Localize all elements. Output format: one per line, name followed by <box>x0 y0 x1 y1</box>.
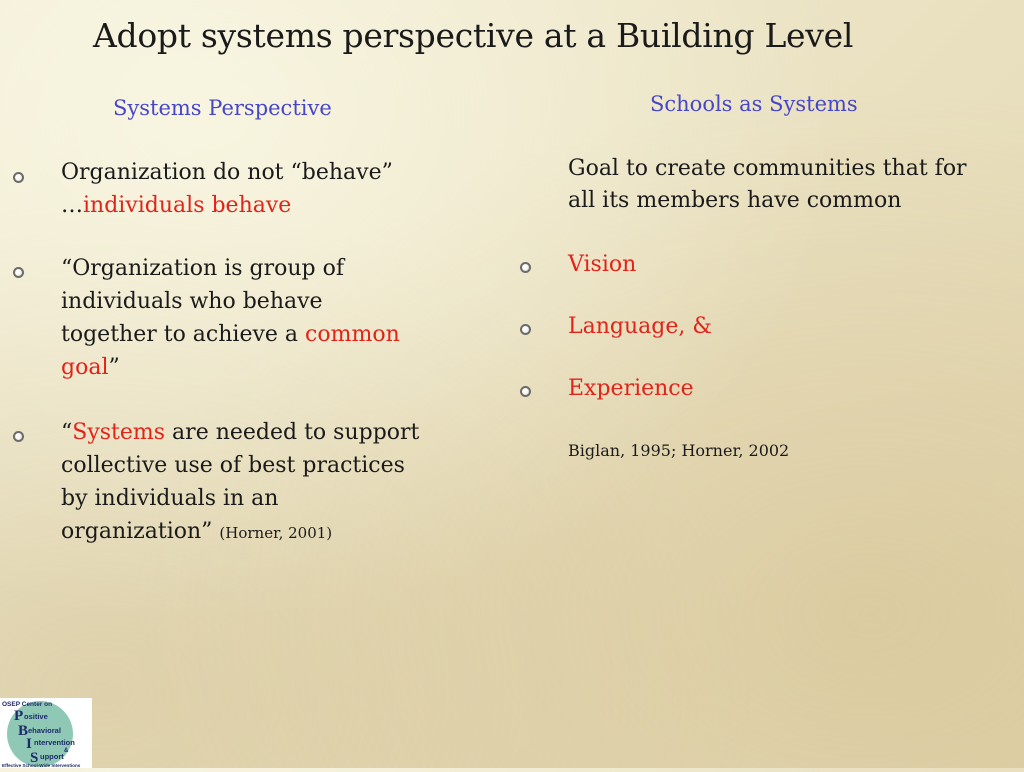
left-bullet-2-highlight-1: common <box>305 322 400 347</box>
left-bullet-3 <box>61 416 419 550</box>
right-item-experience: Experience <box>568 376 694 401</box>
logo-top-text: OSEP Center on <box>2 701 53 708</box>
left-bullet-3-citation: (Horner, 2001) <box>219 524 333 542</box>
right-goal-line2: all its members have common <box>568 188 902 213</box>
left-bullet-1-prefix: … <box>61 193 83 218</box>
left-bullet-3-line1: are needed to support <box>165 420 420 445</box>
left-column-heading: Systems Perspective <box>113 96 332 120</box>
bullet-icon <box>520 262 531 273</box>
left-bullet-3-line4: organization” <box>61 519 220 544</box>
left-bullet-2-line3: together to achieve a <box>61 322 306 347</box>
logo-letter-p: P <box>14 708 24 724</box>
bullet-icon <box>520 324 531 335</box>
pbis-logo-graphic <box>0 698 92 768</box>
left-bullet-2-line1: “Organization is group of <box>61 256 344 281</box>
pbis-logo <box>0 698 92 768</box>
logo-line-4: & <box>64 748 69 754</box>
bullet-icon <box>13 267 24 278</box>
logo-letter-s: S <box>30 750 39 766</box>
left-bullet-1-highlight: individuals behave <box>83 193 292 218</box>
left-bullet-2 <box>61 252 400 384</box>
left-bullet-3-line3: by individuals in an <box>61 486 279 511</box>
left-bullet-3-line2: collective use of best practices <box>61 453 405 478</box>
bullet-icon <box>520 386 531 397</box>
logo-letter-i: I <box>26 736 32 752</box>
left-bullet-3-highlight: Systems <box>72 420 166 445</box>
right-goal-text <box>568 153 967 217</box>
logo-line-1: ositive <box>24 712 48 721</box>
left-bullet-2-close-quote: ” <box>108 355 120 380</box>
bullet-icon <box>13 431 24 442</box>
right-item-vision: Vision <box>568 252 637 277</box>
bullet-icon <box>13 172 24 183</box>
left-bullet-3-open-quote: “ <box>61 420 73 445</box>
left-bullet-2-highlight-2: goal <box>61 355 109 380</box>
logo-line-2: ehavioral <box>28 726 61 735</box>
right-goal-line1: Goal to create communities that for <box>568 156 967 181</box>
logo-letter-b: B <box>18 723 29 739</box>
right-citation: Biglan, 1995; Horner, 2002 <box>568 441 790 460</box>
logo-line-3: ntervention <box>34 738 75 747</box>
left-bullet-1-line1: Organization do not “behave” <box>61 160 393 185</box>
left-bullet-1 <box>61 156 393 222</box>
logo-bottom-text: Effective School-Wide Interventions <box>2 763 81 768</box>
right-item-language: Language, & <box>568 314 712 339</box>
right-column-heading: Schools as Systems <box>650 92 858 116</box>
left-bullet-2-line2: individuals who behave <box>61 289 323 314</box>
logo-line-5: upport <box>40 752 64 761</box>
slide-title: Adopt systems perspective at a Building Level <box>93 16 854 55</box>
